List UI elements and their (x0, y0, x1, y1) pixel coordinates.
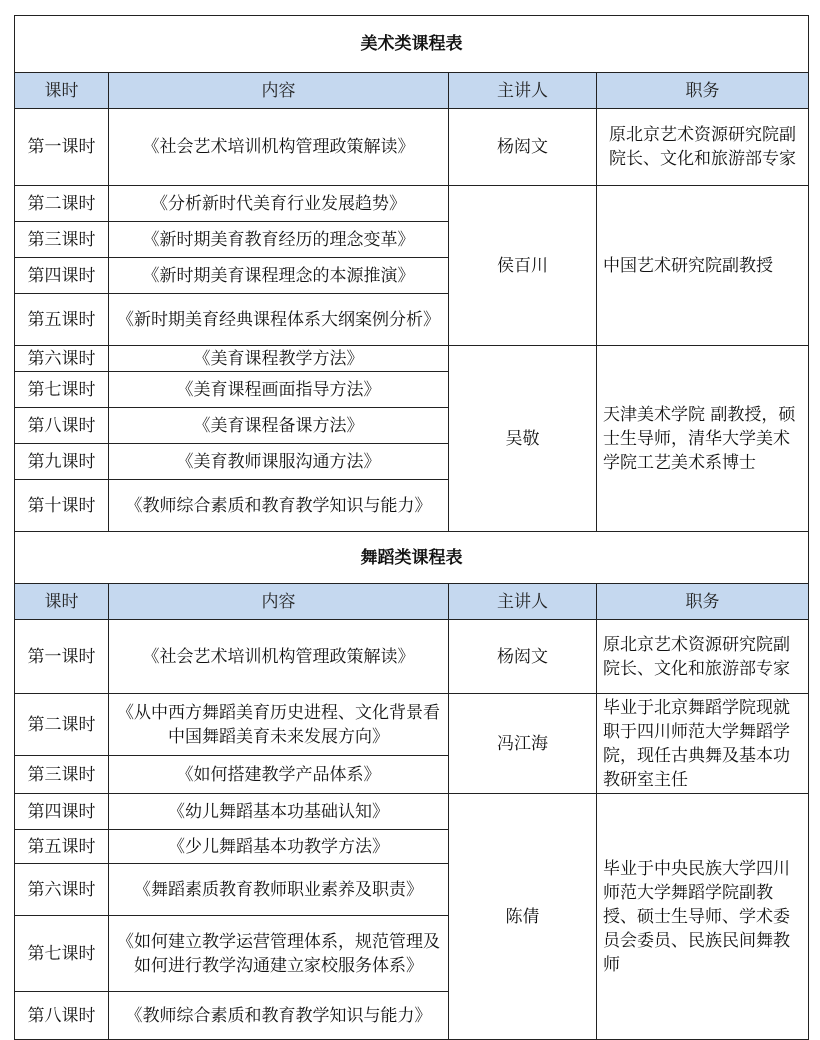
table-row (15, 346, 809, 372)
session-cell: 第七课时 (15, 372, 109, 408)
content-cell: 《分析新时代美育行业发展趋势》 (109, 186, 449, 222)
table-row (15, 694, 809, 756)
content-cell: 《从中西方舞蹈美育历史进程、文化背景看中国舞蹈美育未来发展方向》 (109, 694, 449, 756)
dance-title-row (15, 532, 809, 584)
duty-cell: 原北京艺术资源研究院副院长、文化和旅游部专家 (597, 620, 809, 694)
art-header-row (15, 73, 809, 109)
session-cell: 第六课时 (15, 864, 109, 916)
content-cell: 《社会艺术培训机构管理政策解读》 (109, 109, 449, 186)
content-cell: 《舞蹈素质教育教师职业素养及职责》 (109, 864, 449, 916)
content-cell: 《新时期美育经典课程体系大纲案例分析》 (109, 294, 449, 346)
art-title-row (15, 16, 809, 73)
table-row (15, 794, 809, 830)
session-cell: 第九课时 (15, 444, 109, 480)
col-header-session: 课时 (15, 584, 109, 620)
session-cell: 第八课时 (15, 992, 109, 1040)
content-cell: 《美育教师课服沟通方法》 (109, 444, 449, 480)
session-cell: 第一课时 (15, 109, 109, 186)
session-cell: 第三课时 (15, 222, 109, 258)
duty-cell: 毕业于北京舞蹈学院现就职于四川师范大学舞蹈学院，现任古典舞及基本功教研室主任 (597, 694, 809, 794)
duty-cell: 天津美术学院 副教授，硕士生导师，清华大学美术学院工艺美术系博士 (597, 346, 809, 532)
col-header-duty: 职务 (597, 73, 809, 109)
speaker-cell: 冯江海 (449, 694, 597, 794)
session-cell: 第七课时 (15, 916, 109, 992)
session-cell: 第十课时 (15, 480, 109, 532)
session-cell: 第六课时 (15, 346, 109, 372)
table-row (15, 620, 809, 694)
session-cell: 第五课时 (15, 830, 109, 864)
content-cell: 《如何建立教学运营管理体系，规范管理及如何进行教学沟通建立家校服务体系》 (109, 916, 449, 992)
session-cell: 第二课时 (15, 186, 109, 222)
content-cell: 《社会艺术培训机构管理政策解读》 (109, 620, 449, 694)
speaker-cell: 陈倩 (449, 794, 597, 1040)
speaker-cell: 吴敬 (449, 346, 597, 532)
session-cell: 第五课时 (15, 294, 109, 346)
duty-cell: 毕业于中央民族大学四川师范大学舞蹈学院副教授、硕士生导师、学术委员会委员、民族民间舞教师 (597, 794, 809, 1040)
session-cell: 第八课时 (15, 408, 109, 444)
content-cell: 《教师综合素质和教育教学知识与能力》 (109, 480, 449, 532)
col-header-duty: 职务 (597, 584, 809, 620)
duty-cell: 原北京艺术资源研究院副院长、文化和旅游部专家 (597, 109, 809, 186)
col-header-speaker: 主讲人 (449, 584, 597, 620)
content-cell: 《美育课程教学方法》 (109, 346, 449, 372)
col-header-content: 内容 (109, 73, 449, 109)
duty-cell: 中国艺术研究院副教授 (597, 186, 809, 346)
table-row (15, 109, 809, 186)
col-header-session: 课时 (15, 73, 109, 109)
content-cell: 《新时期美育教育经历的理念变革》 (109, 222, 449, 258)
speaker-cell: 杨闳文 (449, 109, 597, 186)
table-row (15, 186, 809, 222)
dance-header-row (15, 584, 809, 620)
content-cell: 《美育课程备课方法》 (109, 408, 449, 444)
session-cell: 第四课时 (15, 794, 109, 830)
content-cell: 《美育课程画面指导方法》 (109, 372, 449, 408)
content-cell: 《如何搭建教学产品体系》 (109, 756, 449, 794)
speaker-cell: 杨闳文 (449, 620, 597, 694)
session-cell: 第三课时 (15, 756, 109, 794)
session-cell: 第一课时 (15, 620, 109, 694)
content-cell: 《幼儿舞蹈基本功基础认知》 (109, 794, 449, 830)
schedule-sheet (14, 15, 808, 1040)
speaker-cell: 侯百川 (449, 186, 597, 346)
content-cell: 《新时期美育课程理念的本源推演》 (109, 258, 449, 294)
dance-table-title: 舞蹈类课程表 (15, 532, 809, 584)
content-cell: 《教师综合素质和教育教学知识与能力》 (109, 992, 449, 1040)
col-header-speaker: 主讲人 (449, 73, 597, 109)
session-cell: 第二课时 (15, 694, 109, 756)
art-table-title: 美术类课程表 (15, 16, 809, 73)
col-header-content: 内容 (109, 584, 449, 620)
content-cell: 《少儿舞蹈基本功教学方法》 (109, 830, 449, 864)
session-cell: 第四课时 (15, 258, 109, 294)
course-schedule-table (14, 15, 809, 1040)
